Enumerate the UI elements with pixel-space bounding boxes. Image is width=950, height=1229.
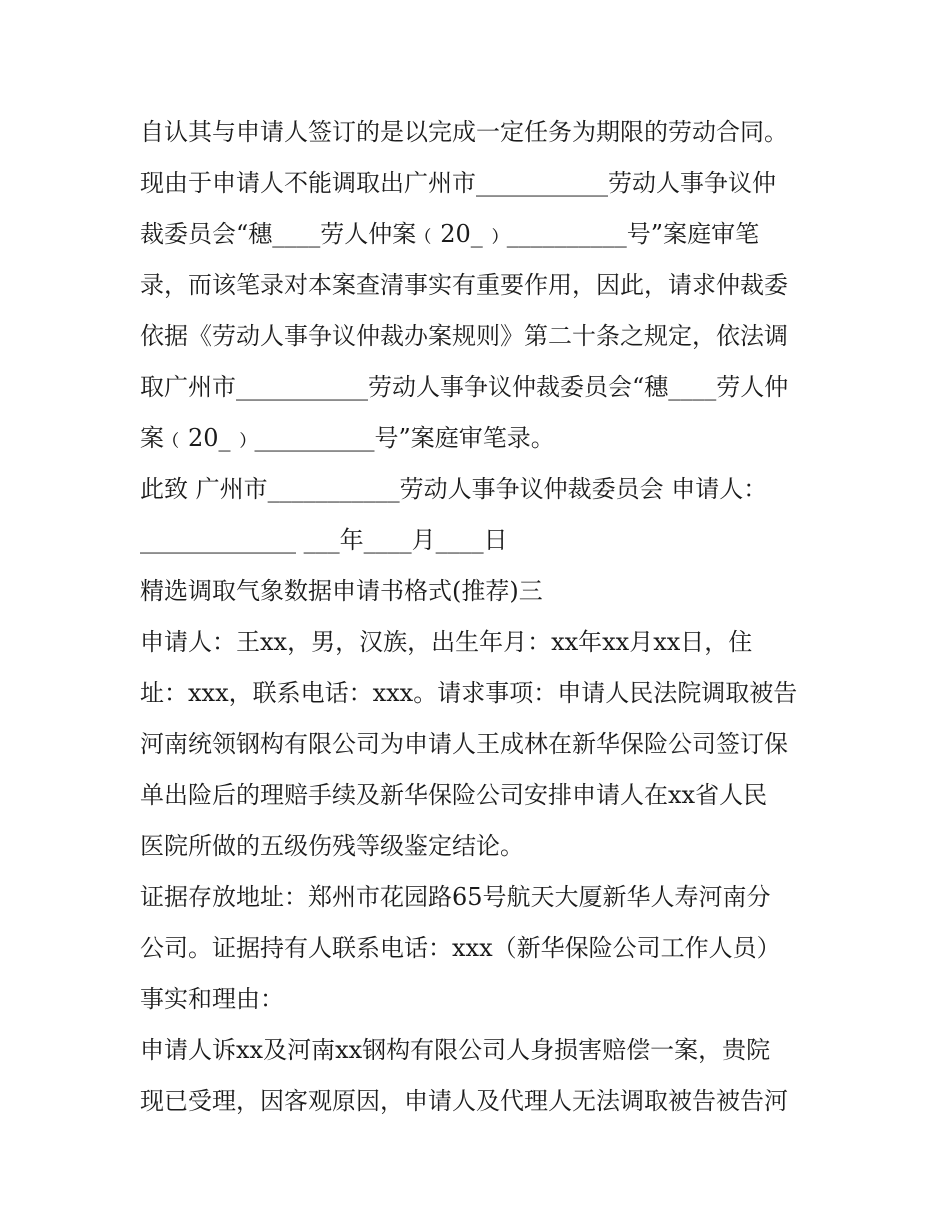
text-line: 依据《劳动人事争议仲裁办案规则》第二十条之规定，依法调	[140, 322, 788, 350]
section-heading: 精选调取气象数据申请书格式(推荐)三	[140, 577, 543, 605]
document-body	[140, 107, 820, 1127]
text-line: 裁委员会“穗____劳人仲案﹙20_﹚__________号”案庭审笔	[140, 220, 760, 248]
text-line: 事实和理由：	[140, 985, 284, 1013]
text-line: 址：xxx，联系电话：xxx。请求事项：申请人民法院调取被告	[140, 679, 798, 707]
text-line: 取广州市___________劳动人事争议仲裁委员会“穗____劳人仲	[140, 373, 789, 401]
text-line: 申请人诉xx及河南xx钢构有限公司人身损害赔偿一案，贵院	[140, 1036, 771, 1064]
text-line: 单出险后的理赔手续及新华保险公司安排申请人在xx省人民	[140, 781, 768, 809]
text-line: 申请人：王xx，男，汉族，出生年月：xx年xx月xx日，住	[140, 628, 753, 656]
text-line: 自认其与申请人签订的是以完成一定任务为期限的劳动合同。	[140, 118, 788, 146]
text-line: 河南统领钢构有限公司为申请人王成林在新华保险公司签订保	[140, 730, 788, 758]
text-line: 录，而该笔录对本案查清事实有重要作用，因此，请求仲裁委	[140, 271, 788, 299]
text-line: 现由于申请人不能调取出广州市___________劳动人事争议仲	[140, 169, 776, 197]
text-line: 现已受理，因客观原因，申请人及代理人无法调取被告被告河	[140, 1087, 788, 1115]
text-line: 案﹙20_﹚__________号”案庭审笔录。	[140, 424, 555, 452]
text-line: 医院所做的五级伤残等级鉴定结论。	[140, 832, 524, 860]
text-line: _____________ ___年____月____日	[140, 526, 508, 554]
text-line: 此致 广州市___________劳动人事争议仲裁委员会 申请人：	[140, 475, 768, 503]
text-line: 证据存放地址：郑州市花园路65号航天大厦新华人寿河南分	[140, 883, 771, 911]
text-line: 公司。证据持有人联系电话：xxx（新华保险公司工作人员）	[140, 934, 781, 962]
